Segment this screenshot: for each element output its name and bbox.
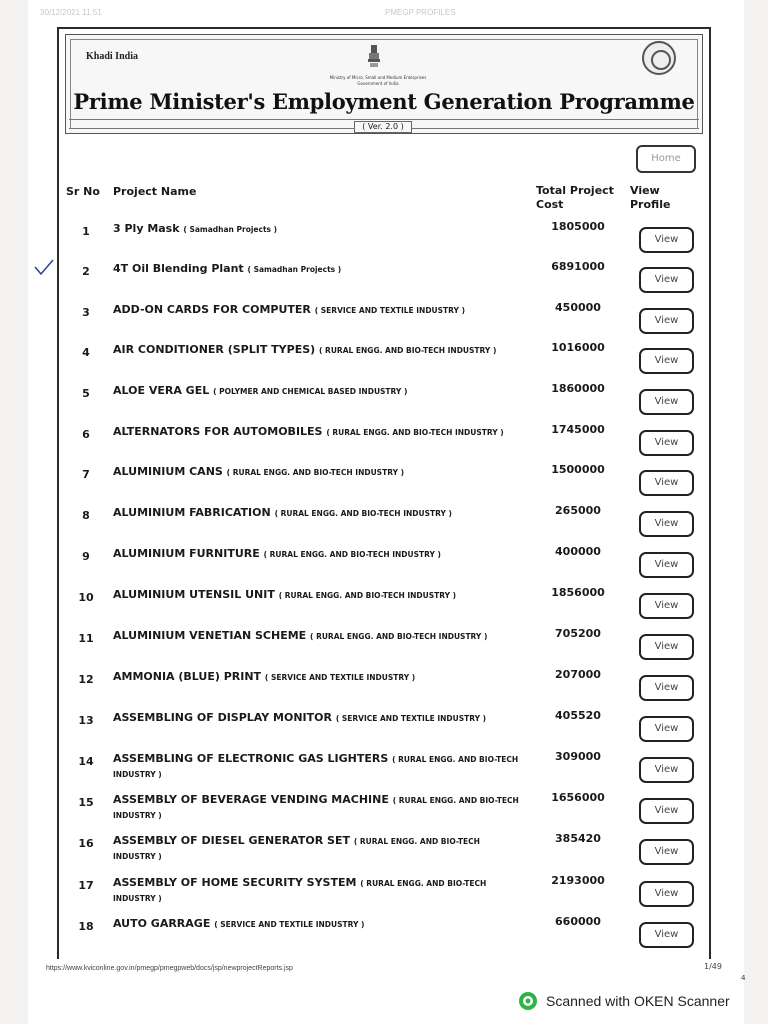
- header-sr-no: Sr No: [66, 185, 100, 198]
- table-row: [60, 382, 710, 423]
- view-profile-button[interactable]: View: [639, 308, 694, 334]
- project-name-text: ALUMINIUM FABRICATION: [113, 506, 271, 519]
- government-line: Government of India: [357, 81, 399, 86]
- header-total-cost-line2: Cost: [536, 198, 564, 211]
- row-project-name: [113, 876, 523, 906]
- row-sr-no: 4: [82, 346, 90, 359]
- table-row: [60, 545, 710, 586]
- header-view-line1: View: [630, 184, 660, 197]
- row-total-cost: 1805000: [551, 220, 605, 233]
- page-mark: 4: [741, 974, 746, 982]
- row-sr-no: 3: [82, 306, 90, 319]
- row-total-cost: 1856000: [551, 586, 605, 599]
- project-name-text: AMMONIA (BLUE) PRINT: [113, 670, 262, 683]
- project-name-text: ALUMINIUM FURNITURE: [113, 547, 260, 560]
- scanner-logo-icon: [518, 991, 538, 1011]
- project-category: ( RURAL ENGG. AND BIO-TECH INDUSTRY ): [319, 346, 497, 355]
- row-project-name: [113, 465, 523, 480]
- view-profile-button[interactable]: View: [639, 839, 694, 865]
- project-name-text: ASSEMBLY OF HOME SECURITY SYSTEM: [113, 876, 357, 889]
- header-total-cost: [536, 184, 614, 212]
- view-profile-button[interactable]: View: [639, 470, 694, 496]
- row-total-cost: 1860000: [551, 382, 605, 395]
- project-name-text: AUTO GARRAGE: [113, 917, 211, 930]
- print-timestamp: 30/12/2021 11:51: [40, 8, 102, 17]
- row-total-cost: 1016000: [551, 341, 605, 354]
- page-number: 1/49: [704, 962, 722, 971]
- view-profile-button[interactable]: View: [639, 716, 694, 742]
- project-name-text: ALTERNATORS FOR AUTOMOBILES: [113, 425, 323, 438]
- project-category: ( SERVICE AND TEXTILE INDUSTRY ): [335, 714, 487, 723]
- row-project-name: [113, 506, 523, 521]
- project-category: ( RURAL ENGG. AND BIO-TECH INDUSTRY ): [113, 796, 519, 820]
- row-total-cost: 1656000: [551, 791, 605, 804]
- row-total-cost: 207000: [555, 668, 601, 681]
- home-button[interactable]: Home: [636, 145, 696, 173]
- view-profile-button[interactable]: View: [639, 593, 694, 619]
- table-row: [60, 504, 710, 545]
- project-name-text: ALOE VERA GEL: [113, 384, 210, 397]
- row-sr-no: 2: [82, 265, 90, 278]
- project-category: ( RURAL ENGG. AND BIO-TECH INDUSTRY ): [278, 591, 457, 600]
- header-project-name: Project Name: [113, 185, 197, 198]
- row-total-cost: 400000: [555, 545, 601, 558]
- ministry-caption: [298, 75, 458, 87]
- project-name-text: ALUMINIUM VENETIAN SCHEME: [113, 629, 307, 642]
- table-row: [60, 627, 710, 668]
- view-profile-button[interactable]: View: [639, 227, 694, 253]
- row-sr-no: 14: [78, 755, 94, 768]
- row-sr-no: 1: [82, 225, 90, 238]
- row-total-cost: 309000: [555, 750, 601, 763]
- pen-tick-mark: [34, 258, 54, 276]
- project-category: ( RURAL ENGG. AND BIO-TECH INDUSTRY ): [326, 428, 504, 437]
- row-project-name: [113, 752, 523, 782]
- view-profile-button[interactable]: View: [639, 881, 694, 907]
- project-name-text: ASSEMBLY OF BEVERAGE VENDING MACHINE: [113, 793, 389, 806]
- view-profile-button[interactable]: View: [639, 389, 694, 415]
- row-sr-no: 11: [78, 632, 94, 645]
- table-row: [60, 586, 710, 627]
- view-profile-button[interactable]: View: [639, 675, 694, 701]
- print-title: PMEGP PROFILES: [385, 8, 456, 17]
- row-sr-no: 8: [82, 509, 90, 522]
- view-profile-button[interactable]: View: [639, 348, 694, 374]
- row-project-name: [113, 793, 523, 823]
- row-total-cost: 405520: [555, 709, 601, 722]
- project-category: ( POLYMER AND CHEMICAL BASED INDUSTRY ): [213, 387, 408, 396]
- project-category: ( RURAL ENGG. AND BIO-TECH INDUSTRY ): [274, 509, 452, 518]
- row-project-name: [113, 262, 523, 277]
- view-profile-button[interactable]: View: [639, 757, 694, 783]
- header-view-line2: Profile: [630, 198, 671, 211]
- project-category: ( RURAL ENGG. AND BIO-TECH INDUSTRY ): [113, 755, 519, 779]
- table-row: [60, 709, 710, 750]
- row-sr-no: 7: [82, 468, 90, 481]
- project-category: ( SERVICE AND TEXTILE INDUSTRY ): [264, 673, 416, 682]
- row-project-name: [113, 343, 523, 358]
- row-project-name: [113, 629, 523, 644]
- row-sr-no: 10: [78, 591, 94, 604]
- view-profile-button[interactable]: View: [639, 552, 694, 578]
- project-category: ( Samadhan Projects ): [247, 265, 342, 274]
- row-sr-no: 12: [78, 673, 94, 686]
- row-project-name: [113, 222, 523, 237]
- project-category: ( RURAL ENGG. AND BIO-TECH INDUSTRY ): [113, 837, 480, 861]
- view-profile-button[interactable]: View: [639, 511, 694, 537]
- view-profile-button[interactable]: View: [639, 634, 694, 660]
- view-profile-button[interactable]: View: [639, 922, 694, 948]
- pmegp-banner: [65, 34, 703, 134]
- project-category: ( Samadhan Projects ): [183, 225, 278, 234]
- row-total-cost: 705200: [555, 627, 601, 640]
- project-name-text: ASSEMBLING OF ELECTRONIC GAS LIGHTERS: [113, 752, 389, 765]
- version-label: ( Ver. 2.0 ): [354, 121, 412, 133]
- ministry-line: Ministry of Micro, Small and Medium Enterprises: [329, 75, 427, 80]
- project-category: ( RURAL ENGG. AND BIO-TECH INDUSTRY ): [310, 632, 488, 641]
- table-row: [60, 791, 710, 832]
- table-row: [60, 750, 710, 791]
- row-sr-no: 9: [82, 550, 90, 563]
- row-total-cost: 1745000: [551, 423, 605, 436]
- view-profile-button[interactable]: View: [639, 430, 694, 456]
- project-name-text: ALUMINIUM CANS: [113, 465, 223, 478]
- source-url: https://www.kviconline.gov.in/pmegp/pmegpweb/docs/jsp/newprojectReports.jsp: [46, 965, 293, 972]
- view-profile-button[interactable]: View: [639, 798, 694, 824]
- row-total-cost: 265000: [555, 504, 601, 517]
- header-view-profile: [630, 184, 670, 212]
- view-profile-button[interactable]: View: [639, 267, 694, 293]
- table-row: [60, 341, 710, 382]
- row-project-name: [113, 384, 523, 399]
- table-row: [60, 423, 710, 464]
- project-category: ( SERVICE AND TEXTILE INDUSTRY ): [214, 920, 365, 929]
- kvic-seal-icon: [642, 41, 676, 75]
- project-category: ( SERVICE AND TEXTILE INDUSTRY ): [314, 306, 466, 315]
- table-row: [60, 832, 710, 873]
- project-name-text: ADD-ON CARDS FOR COMPUTER: [113, 303, 311, 316]
- row-sr-no: 6: [82, 428, 90, 441]
- table-row: [60, 220, 710, 261]
- row-total-cost: 1500000: [551, 463, 605, 476]
- row-sr-no: 18: [78, 920, 94, 933]
- row-total-cost: 2193000: [551, 874, 605, 887]
- row-sr-no: 13: [78, 714, 94, 727]
- row-total-cost: 660000: [555, 915, 601, 928]
- project-name-text: AIR CONDITIONER (SPLIT TYPES): [113, 343, 316, 356]
- project-category: ( RURAL ENGG. AND BIO-TECH INDUSTRY ): [263, 550, 441, 559]
- row-project-name: [113, 917, 523, 932]
- scanner-watermark: [518, 990, 730, 1012]
- khadi-india-logo: Khadi India: [86, 51, 138, 62]
- row-project-name: [113, 834, 523, 864]
- project-name-text: ASSEMBLING OF DISPLAY MONITOR: [113, 711, 332, 724]
- table-row: [60, 915, 710, 956]
- national-emblem-icon: [366, 43, 382, 69]
- row-project-name: [113, 547, 523, 562]
- table-row: [60, 874, 710, 915]
- row-total-cost: 450000: [555, 301, 601, 314]
- row-project-name: [113, 303, 523, 318]
- project-name-text: 4T Oil Blending Plant: [113, 262, 244, 275]
- row-sr-no: 15: [78, 796, 94, 809]
- project-category: ( RURAL ENGG. AND BIO-TECH INDUSTRY ): [226, 468, 405, 477]
- row-sr-no: 5: [82, 387, 90, 400]
- table-row: [60, 260, 710, 301]
- page-title: Prime Minister's Employment Generation Programme: [73, 89, 695, 114]
- table-row: [60, 463, 710, 504]
- row-total-cost: 385420: [555, 832, 601, 845]
- project-category: ( RURAL ENGG. AND BIO-TECH INDUSTRY ): [113, 879, 487, 903]
- row-project-name: [113, 711, 523, 726]
- row-sr-no: 16: [78, 837, 94, 850]
- project-name-text: 3 Ply Mask: [113, 222, 180, 235]
- table-row: [60, 301, 710, 342]
- project-name-text: ASSEMBLY OF DIESEL GENERATOR SET: [113, 834, 350, 847]
- row-total-cost: 6891000: [551, 260, 605, 273]
- header-total-cost-line1: Total Project: [536, 184, 614, 197]
- row-project-name: [113, 588, 523, 603]
- row-project-name: [113, 425, 523, 440]
- row-project-name: [113, 670, 523, 685]
- row-sr-no: 17: [78, 879, 94, 892]
- scanner-label: Scanned with OKEN Scanner: [546, 993, 730, 1009]
- project-name-text: ALUMINIUM UTENSIL UNIT: [113, 588, 275, 601]
- table-row: [60, 668, 710, 709]
